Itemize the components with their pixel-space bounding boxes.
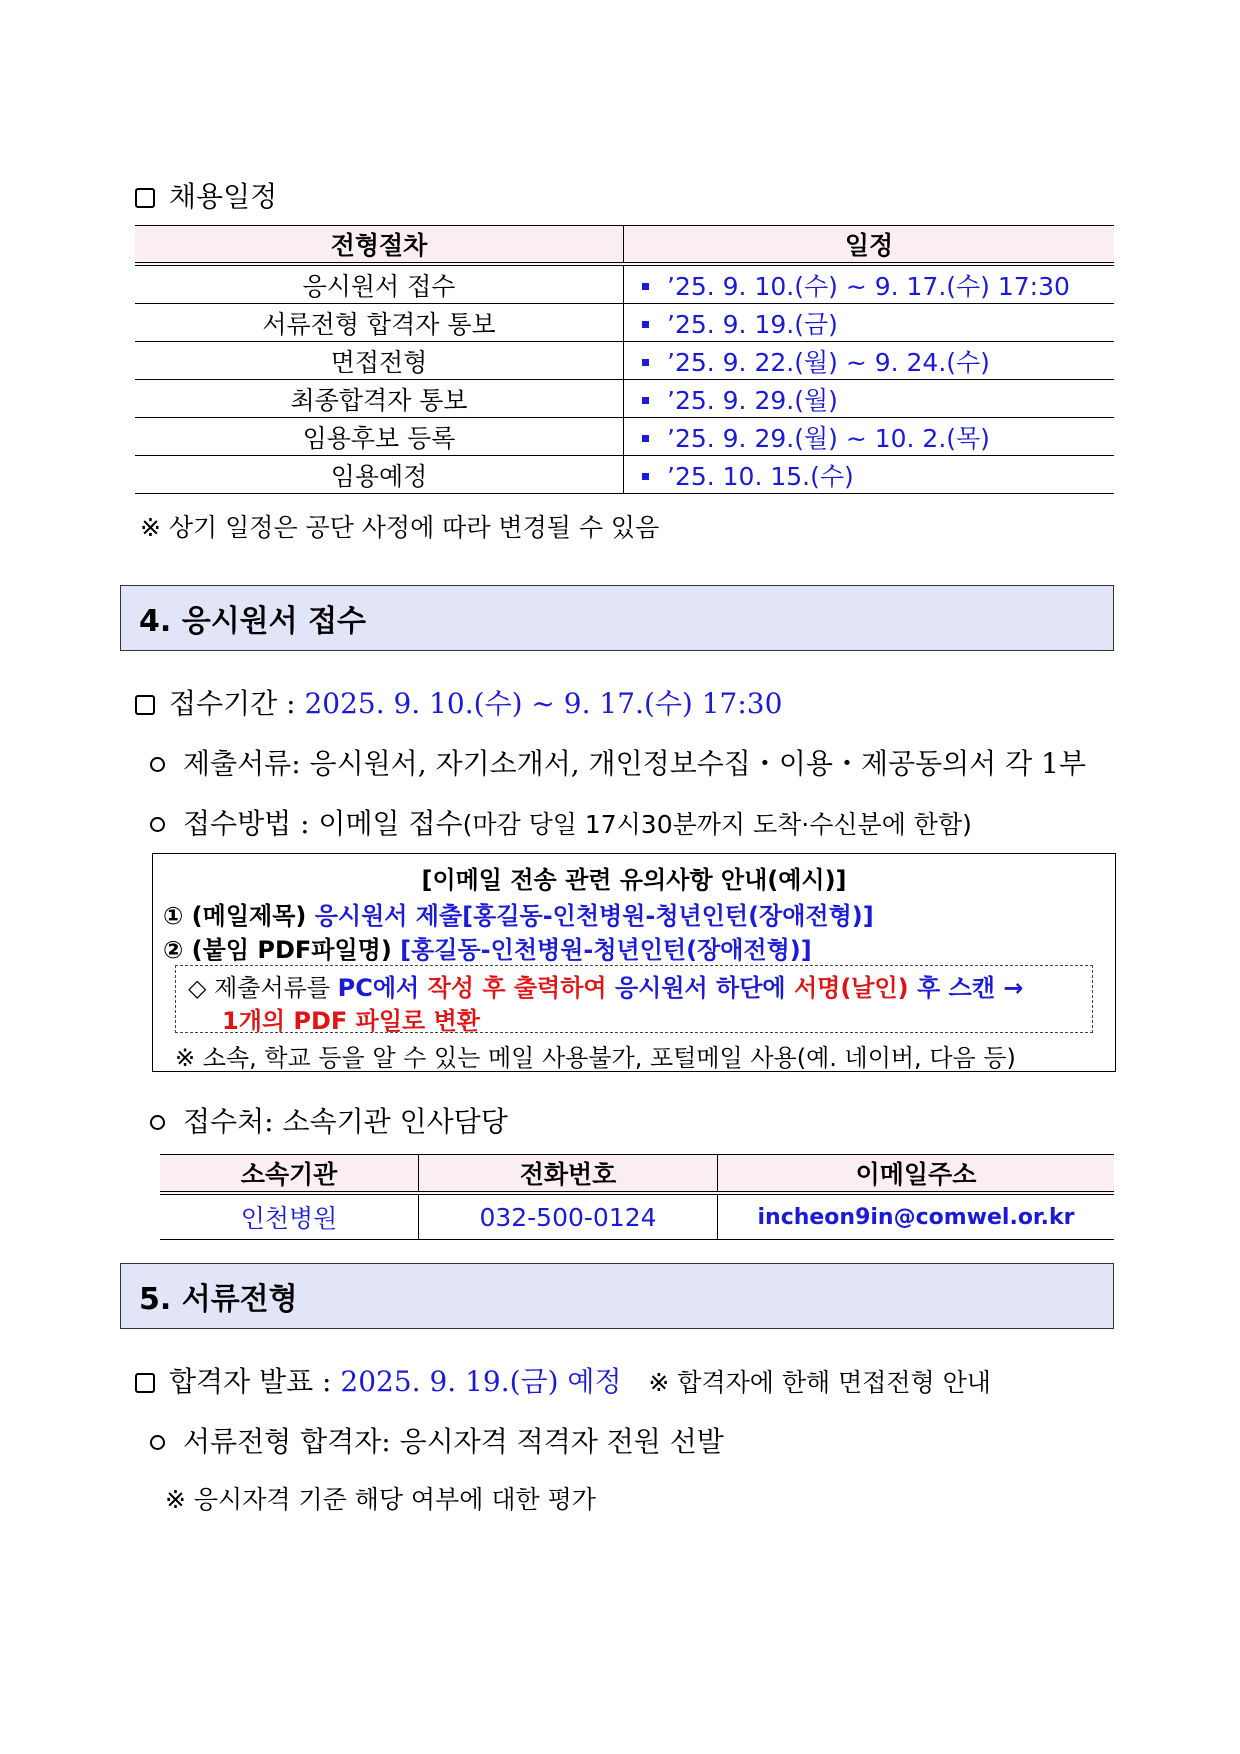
required-documents: 제출서류: 응시원서, 자기소개서, 개인정보수집・이용・제공동의서 각 1부	[150, 742, 1086, 782]
col-header-org: 소속기관	[160, 1155, 419, 1194]
procedure-cell: 서류전형 합격자 통보	[135, 304, 624, 342]
schedule-heading: 채용일정	[135, 175, 277, 215]
attachment-name-rule: ② (붙임 PDF파일명) [홍길동-인천병원-청년인턴(장애전형)]	[163, 936, 812, 964]
org-cell: 인천병원	[160, 1193, 419, 1240]
application-period-value: 2025. 9. 10.(수) ~ 9. 17.(수) 17:30	[304, 687, 783, 720]
attachment-name-example: [홍길동-인천병원-청년인턴(장애전형)]	[400, 936, 812, 964]
table-row	[160, 1193, 1114, 1240]
col-header-email: 이메일주소	[718, 1155, 1115, 1194]
procedure-cell: 면접전형	[135, 342, 624, 380]
checkbox-square-icon	[135, 695, 155, 715]
table-row	[135, 304, 1114, 342]
diamond-icon: ◇	[188, 974, 207, 1002]
email-subject-example: 응시원서 제출[홍길동-인천병원-청년인턴(장애전형)]	[314, 902, 874, 930]
date-cell: ’25. 10. 15.(수)	[624, 456, 1115, 494]
contact-table	[160, 1154, 1114, 1240]
email-warning: ※ 소속, 학교 등을 알 수 있는 메일 사용불가, 포털메일 사용(예. 네이버, 다음 등)	[175, 1044, 1016, 1072]
criteria-note: ※ 응시자격 기준 해당 여부에 대한 평가	[165, 1485, 596, 1514]
date-cell: ’25. 9. 22.(월) ~ 9. 24.(수)	[624, 342, 1115, 380]
email-subject-rule: ① (메일제목) 응시원서 제출[홍길동-인천병원-청년인턴(장애전형)]	[163, 902, 874, 930]
table-row	[135, 264, 1114, 304]
result-announcement: 합격자 발표 : 2025. 9. 19.(금) 예정 ※ 합격자에 한해 면접전형 안내	[135, 1360, 991, 1400]
col-header-date: 일정	[624, 226, 1115, 265]
date-cell: ’25. 9. 29.(월) ~ 10. 2.(목)	[624, 418, 1115, 456]
email-cell: incheon9in@comwel.or.kr	[718, 1193, 1115, 1240]
section-5-banner	[120, 1263, 1114, 1329]
section-4-banner	[120, 585, 1114, 651]
circle-bullet-icon	[150, 817, 165, 832]
circle-bullet-icon	[150, 1435, 165, 1450]
circle-bullet-icon	[150, 757, 165, 772]
phone-cell: 032-500-0124	[419, 1193, 718, 1240]
table-row	[135, 418, 1114, 456]
application-period: 접수기간 : 2025. 9. 10.(수) ~ 9. 17.(수) 17:30	[135, 682, 782, 722]
submission-instruction-line2: 1개의 PDF 파일로 변환	[222, 1007, 480, 1035]
square-bullet-icon	[642, 321, 649, 328]
circle-bullet-icon	[150, 1115, 165, 1130]
col-header-phone: 전화번호	[419, 1155, 718, 1194]
square-bullet-icon	[642, 283, 649, 290]
square-bullet-icon	[642, 397, 649, 404]
date-cell: ’25. 9. 19.(금)	[624, 304, 1115, 342]
section-5-title: 5. 서류전형	[139, 1282, 298, 1317]
table-row	[135, 380, 1114, 418]
submission-instruction-line1: ◇ 제출서류를 PC에서 작성 후 출력하여 응시원서 하단에 서명(날인) 후 스캔 →	[188, 974, 1024, 1002]
table-row	[135, 456, 1114, 494]
checkbox-square-icon	[135, 188, 155, 208]
procedure-cell: 임용예정	[135, 456, 624, 494]
schedule-note: ※ 상기 일정은 공단 사정에 따라 변경될 수 있음	[140, 513, 660, 542]
square-bullet-icon	[642, 473, 649, 480]
document-screening-criteria: 서류전형 합격자: 응시자격 적격자 전원 선발	[150, 1420, 724, 1460]
application-place: 접수처: 소속기관 인사담당	[150, 1100, 508, 1140]
date-cell: ’25. 9. 10.(수) ~ 9. 17.(수) 17:30	[624, 264, 1115, 304]
result-announcement-date: 2025. 9. 19.(금) 예정	[340, 1365, 622, 1398]
date-cell: ’25. 9. 29.(월)	[624, 380, 1115, 418]
section-4-title: 4. 응시원서 접수	[139, 604, 367, 639]
schedule-table	[135, 225, 1114, 494]
result-announcement-note: ※ 합격자에 한해 면접전형 안내	[648, 1368, 991, 1397]
square-bullet-icon	[642, 435, 649, 442]
application-method-detail: (마감 당일 17시30분까지 도착·수신분에 한함)	[462, 810, 972, 839]
col-header-procedure: 전형절차	[135, 226, 624, 265]
email-notice-box	[152, 853, 1116, 1072]
table-row	[135, 342, 1114, 380]
application-method: 접수방법 : 이메일 접수(마감 당일 17시30분까지 도착·수신분에 한함)	[150, 802, 972, 842]
submission-instruction-box	[175, 965, 1093, 1033]
procedure-cell: 최종합격자 통보	[135, 380, 624, 418]
square-bullet-icon	[642, 359, 649, 366]
procedure-cell: 응시원서 접수	[135, 264, 624, 304]
checkbox-square-icon	[135, 1373, 155, 1393]
procedure-cell: 임용후보 등록	[135, 418, 624, 456]
email-notice-title: [이메일 전송 관련 유의사항 안내(예시)]	[421, 866, 847, 894]
